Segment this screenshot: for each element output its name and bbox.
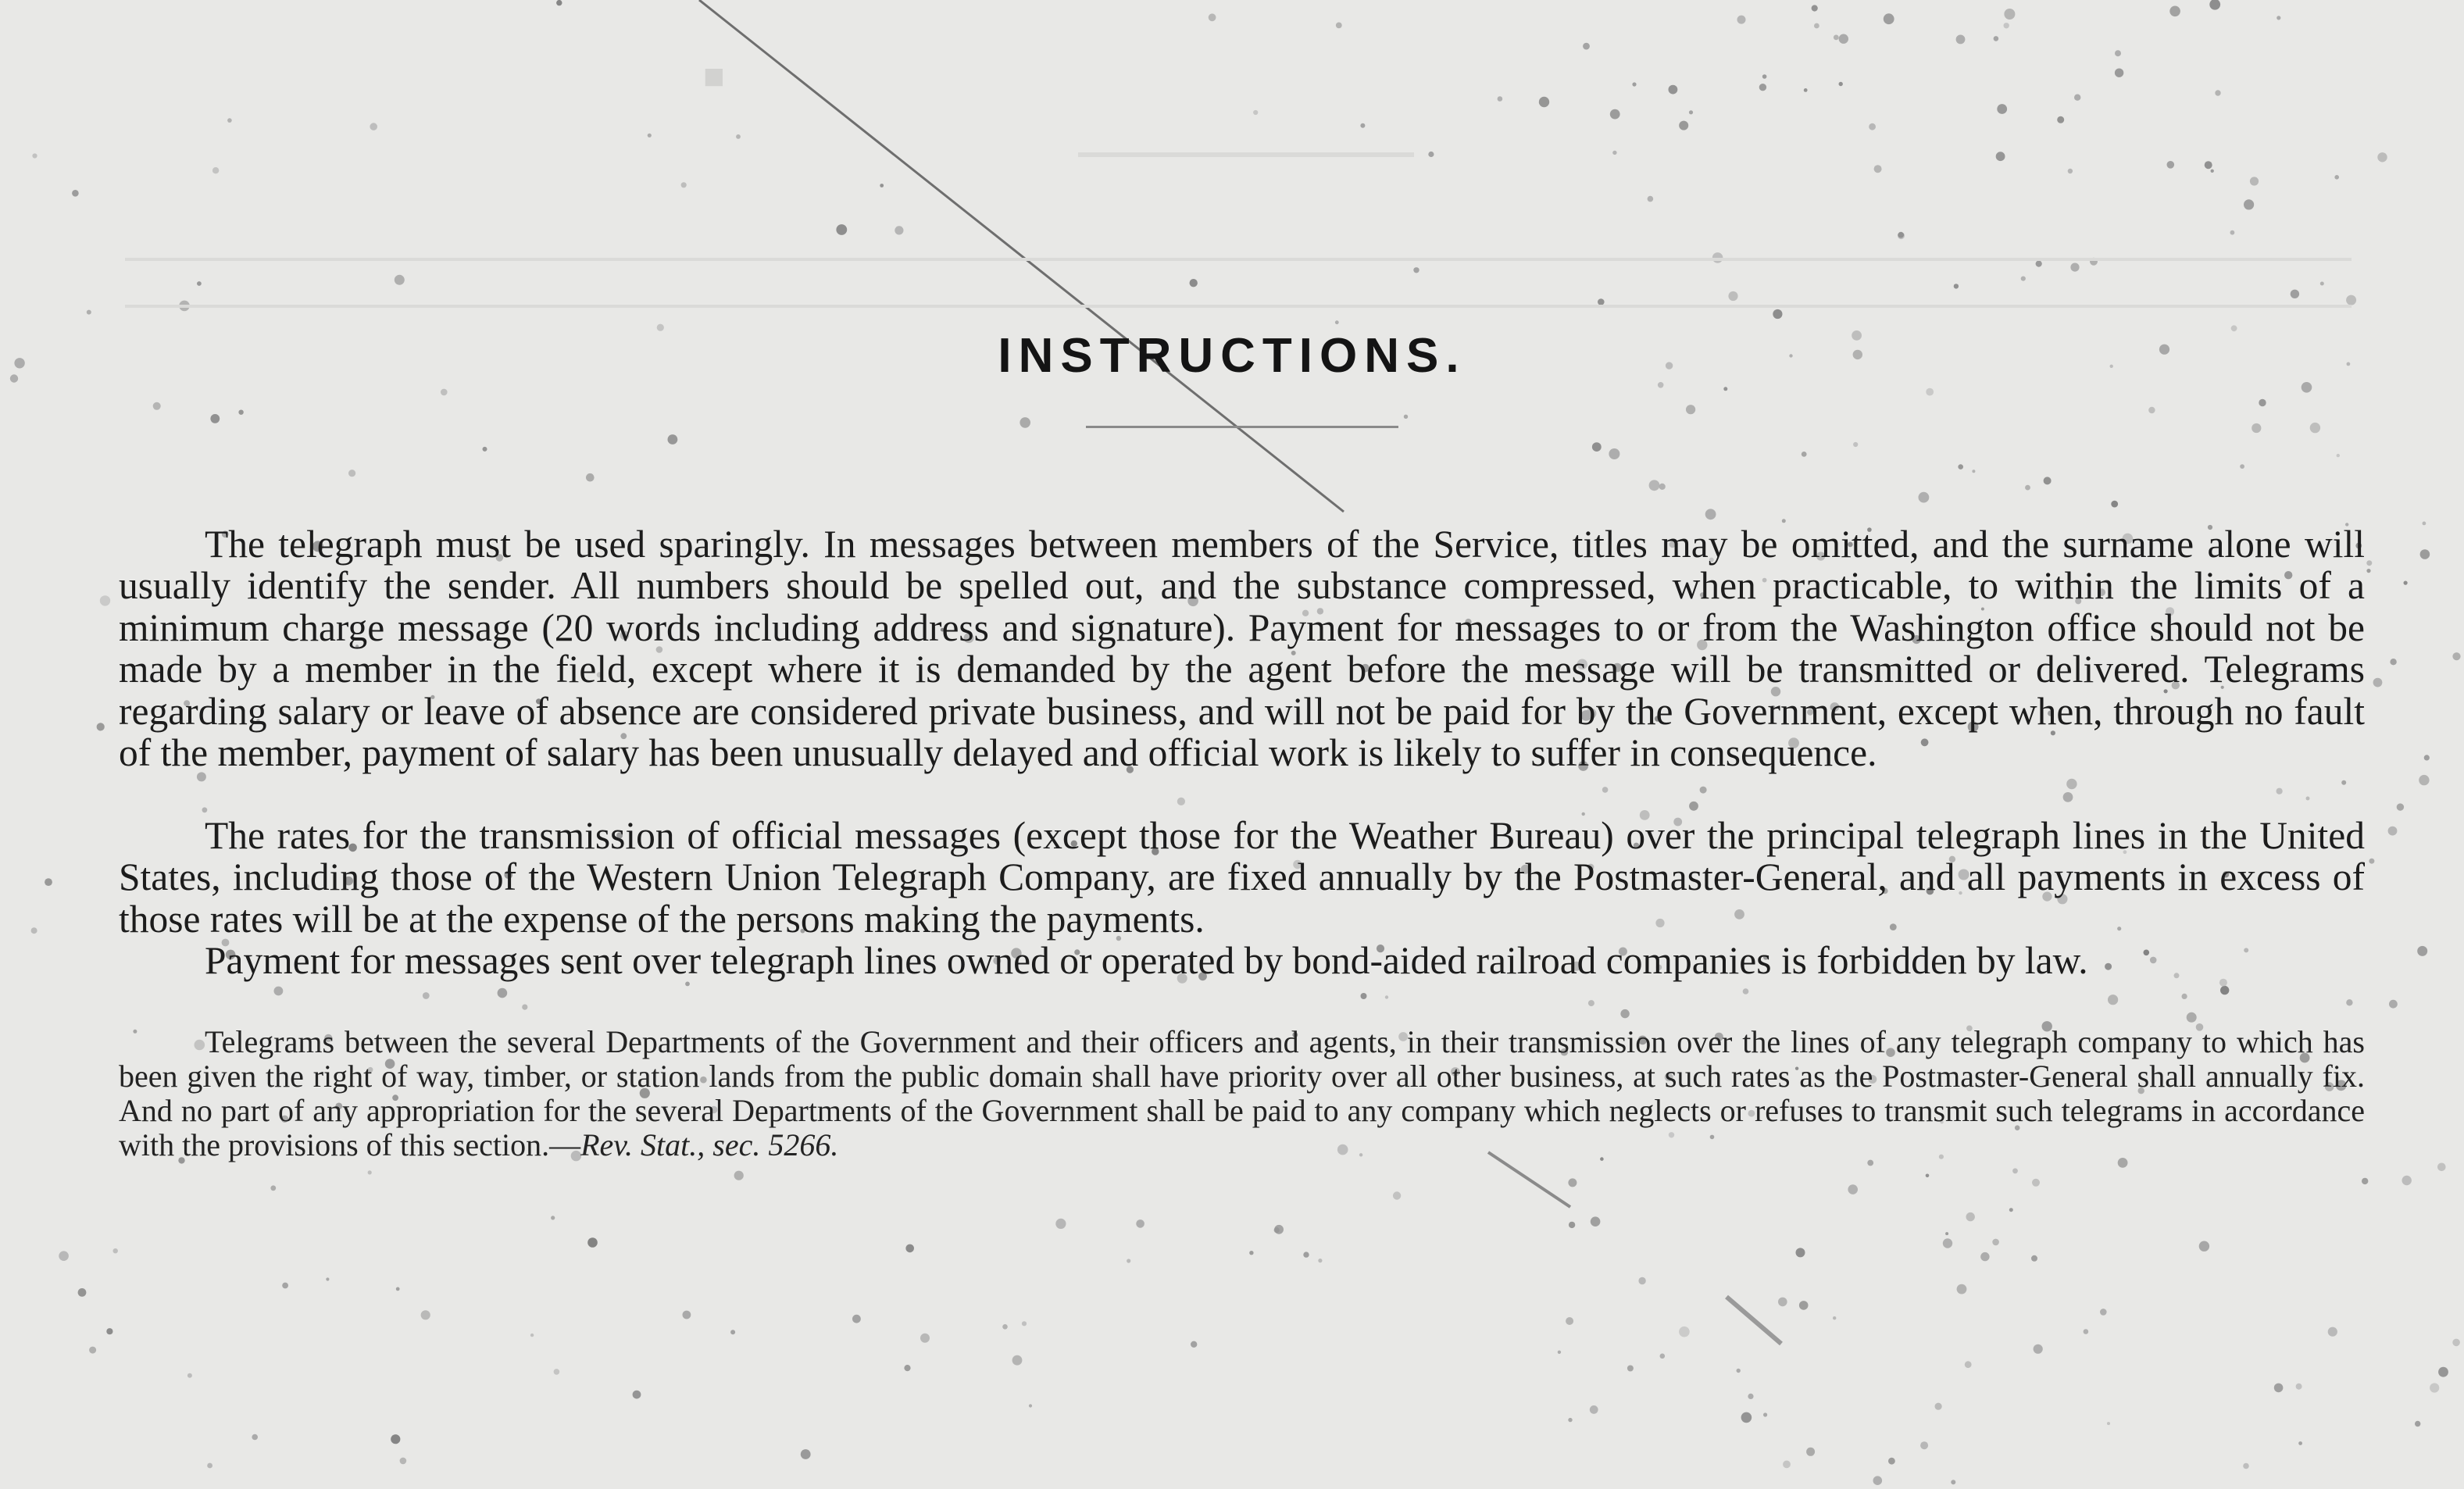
heading-rule	[1086, 426, 1398, 428]
paragraph-rates: The rates for the transmission of official messages (except those for the Weather Bureau) over the principal telegraph lines in the United States, including those of the Western Union Telegraph Company, are fixed annually by the Postmaster-General, and all payments in excess of those rates will be at the expense of the persons making the payments.	[119, 813, 2365, 941]
bleed-through-line	[1078, 152, 1414, 157]
statute-text: Telegrams between the several Departments of the Government and their officers and agents, in their transmission over the lines of any telegraph company to which has been given the right of way, timber, or station lands from the public domain shall have priority over all other business, at such rates as the Postmaster-General shall annually fix. And no part of any appropriation for the several Departments of the Government shall be paid to any company which neglects or refuses to transmit such telegrams in accordance with the provisions of this section.—	[119, 1024, 2365, 1162]
statute-citation: Rev. Stat., sec. 5266.	[580, 1127, 839, 1162]
paragraph-statute	[119, 1025, 2365, 1162]
paragraph-railroad: Payment for messages sent over telegraph lines owned or operated by bond-aided railroad companies is forbidden by law.	[205, 938, 2088, 982]
bleed-through-text: ■	[703, 55, 736, 96]
bleed-through-line	[125, 305, 2352, 308]
document-heading: INSTRUCTIONS.	[998, 329, 1466, 383]
paragraph-telegraph-usage: The telegraph must be used sparingly. In messages between members of the Service, titles may be omitted, and the surname alone will usually identify the sender. All numbers should be spelled out, and the substance compressed, when practicable, to within the limits of a minimum charge message (20 words including address and signature). Payment for messages to or from the Washington office should not be made by a member in the field, except where it is demanded by the agent before the message will be transmitted or delivered. Telegrams regarding salary or leave of absence are considered private business, and will not be paid for by the Government, except when, through no fault of the member, payment of salary has been unusually delayed and official work is likely to suffer in consequence.	[119, 522, 2365, 774]
bleed-through-line	[125, 258, 2352, 261]
